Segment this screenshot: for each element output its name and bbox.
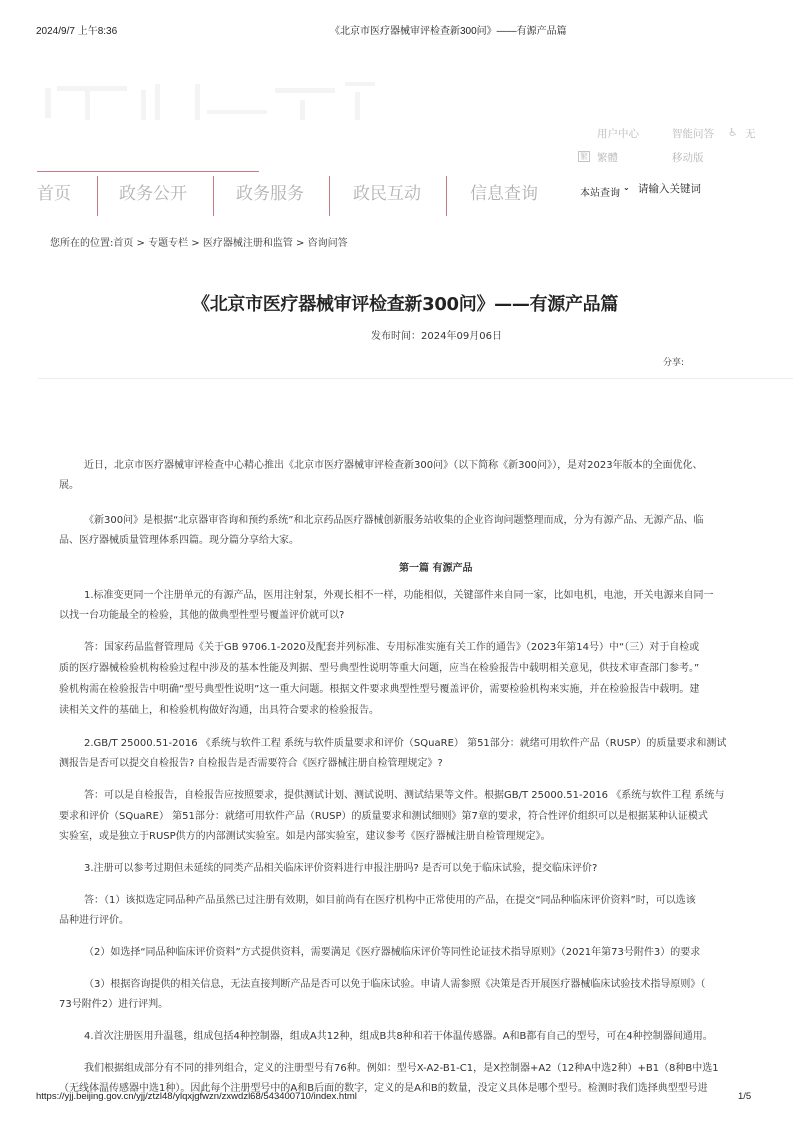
paragraph: 答：国家药品监督管理局《关于GB 9706.1-2020及配套并列标准、专用标准实施有关工作的通告》（2023年第14号）中“（三）对于自检或 [84,642,700,653]
paragraph: 73号附件2）进行评判。 [59,999,169,1010]
print-page-number: 1/5 [738,1091,752,1102]
nav-item-info-query[interactable]: 信息查询 [470,184,538,204]
breadcrumb-item-qa[interactable]: 咨询问答 [307,238,348,249]
share-divider [38,378,793,379]
breadcrumb-item-device-registration[interactable]: 医疗器械注册和监管 [202,238,293,249]
traditional-chinese-icon: 繁 [580,152,588,161]
nav-divider [446,176,447,216]
paragraph: 2.GB/T 25000.51-2016 《系统与软件工程 系统与软件质量要求和评价（SQuaRE） 第51部分：就绪可用软件产品（RUSP）的质量要求和测试 [84,738,727,749]
user-center-link[interactable]: 用户中心 [597,128,639,140]
breadcrumb-separator: > [188,238,203,249]
paragraph: 品、医疗器械质量管理体系四篇。现分篇分享给大家。 [59,535,299,546]
breadcrumb-separator: > [133,238,149,249]
breadcrumb-prefix: 您所在的位置: [50,238,114,249]
accessibility-icon[interactable]: ♿ [728,126,738,139]
paragraph: 3.注册可以参考过期但未延续的同类产品相关临床评价资料进行申报注册吗? 是否可以免于临床试验，提交临床评价? [84,863,598,874]
paragraph: （2）如选择“同品种临床评价资料”方式提供资料，需要满足《医疗器械临床评价等同性论证技术指导原则》（2021年第73号附件3）的要求 [84,947,701,958]
publish-time-label: 发布时间： [371,331,422,342]
paragraph: 答：可以是自检报告，自检报告应按照要求，提供测试计划、测试说明、测试结果等文件。根据GB/T 25000.51-2016 《系统与软件工程 系统与 [84,790,725,801]
chevron-down-icon[interactable]: ⌄ [623,183,630,192]
breadcrumb-separator: > [292,238,308,249]
search-scope-select[interactable]: 本站查询 [580,188,620,199]
paragraph: （无线体温传感器中选1种）。因此每个注册型号中的A和B后面的数字，定义的是A和B的数量，没定义具体是哪个型号。检测时我们选择典型型号进 [59,1083,708,1094]
nav-item-gov-affairs-open[interactable]: 政务公开 [119,184,187,204]
paragraph: 要求和评价（SQuaRE） 第51部分：就绪可用软件产品（RUSP）的质量要求和测试细则》第7章的要求，符合性评价组织可以是根据某种认证模式 [59,811,708,822]
breadcrumb-item-topics[interactable]: 专题专栏 [148,238,189,249]
nav-divider [213,176,214,216]
paragraph: 质的医疗器械检验机构检验过程中涉及的基本性能及判据、型号典型性说明等重大问题，应当在检验报告中载明相关意见，供技术审查部门参考。” [59,663,700,674]
share-label: 分享: [663,358,685,368]
paragraph: 近日，北京市医疗器械审评检查中心精心推出《北京市医疗器械审评检查新300问》（以下简称《新300问》），是对2023年版本的全面优化、 [84,460,703,471]
traditional-chinese-link[interactable]: 繁體 [597,152,618,164]
nav-divider [97,176,98,216]
nav-top-divider [37,171,259,172]
site-logo[interactable] [45,80,385,130]
article-title: 《北京市医疗器械审评检查新300问》——有源产品篇 [192,294,619,315]
paragraph: 品种进行评价。 [59,915,129,926]
accessibility-link[interactable]: 无 [745,128,756,140]
smart-qa-link[interactable]: 智能问答 [672,128,714,140]
paragraph: 实验室，或是独立于RUSP供方的内部测试实验室。如是内部实验室，建议参考《医疗器械注册自检管理规定》。 [59,831,551,842]
paragraph: 《新300问》是根据“北京器审咨询和预约系统”和北京药品医疗器械创新服务站收集的企业咨询问题整理而成，分为有源产品、无源产品、临 [84,515,704,526]
paragraph: 测报告是否可以提交自检报告? 自检报告是否需要符合《医疗器械注册自检管理规定》? [59,758,443,769]
nav-divider [329,176,330,216]
utility-links [580,126,793,166]
paragraph: 答：（1）该拟选定同品种产品虽然已过注册有效期，如目前尚有在医疗机构中正常使用的产品，在提交“同品种临床评价资料”时，可以选该 [84,895,696,906]
breadcrumb [50,234,348,249]
paragraph: 4.首次注册医用升温毯，组成包括4种控制器，组成A共12种，组成B共8种和若干体温传感器。A和B都有自己的型号，可在4种控制器间通用。 [84,1031,713,1042]
paragraph: 读相关文件的基础上，和检验机构做好沟通，出具符合要求的检验报告。 [59,705,379,716]
paragraph: 1.标准变更同一个注册单元的有源产品，医用注射泵，外观长相不一样，功能相似，关键部件来自同一家，比如电机，电池，开关电源来自同一 [84,590,714,601]
print-datetime: 2024/9/7 上午8:36 [36,26,118,37]
print-header [0,22,793,36]
search-input[interactable] [638,183,778,195]
nav-item-home[interactable]: 首页 [37,184,71,204]
nav-item-citizen-interaction[interactable]: 政民互动 [353,184,421,204]
paragraph: 以找一台功能最全的检验，其他的做典型性型号覆盖评价就可以? [59,610,345,621]
mobile-version-link[interactable]: 移动版 [672,152,704,164]
nav-item-gov-services[interactable]: 政务服务 [236,184,304,204]
publish-time-value: 2024年09月06日 [421,331,502,342]
paragraph: 我们根据组成部分有不同的排列组合，定义的注册型号有76种。例如：型号X-A2-B1-C1，是X控制器+A2（12种A中选2种）+B1（8种B中选1 [84,1063,719,1074]
publish-time [0,327,793,342]
breadcrumb-item-home[interactable]: 首页 [113,238,134,249]
print-doc-title: 《北京市医疗器械审评检查新300问》——有源产品篇 [330,26,567,37]
paragraph: 展。 [59,480,79,491]
paragraph: 验机构需在检验报告中明确“型号典型性说明”这一重大问题。根据文件要求典型性型号覆盖评价，需要检验机构来实施，并在检验报告中载明。建 [59,684,700,695]
section-heading: 第一篇 有源产品 [399,563,473,574]
main-nav [37,176,557,216]
print-url: https://yjj.beijing.gov.cn/yjj/ztzl48/ylqxjgfwzn/zxwdzl68/543400710/index.html [36,1091,357,1102]
paragraph: （3）根据咨询提供的相关信息，无法直接判断产品是否可以免于临床试验。申请人需参照《决策是否开展医疗器械临床试验技术指导原则》（ [84,979,706,990]
